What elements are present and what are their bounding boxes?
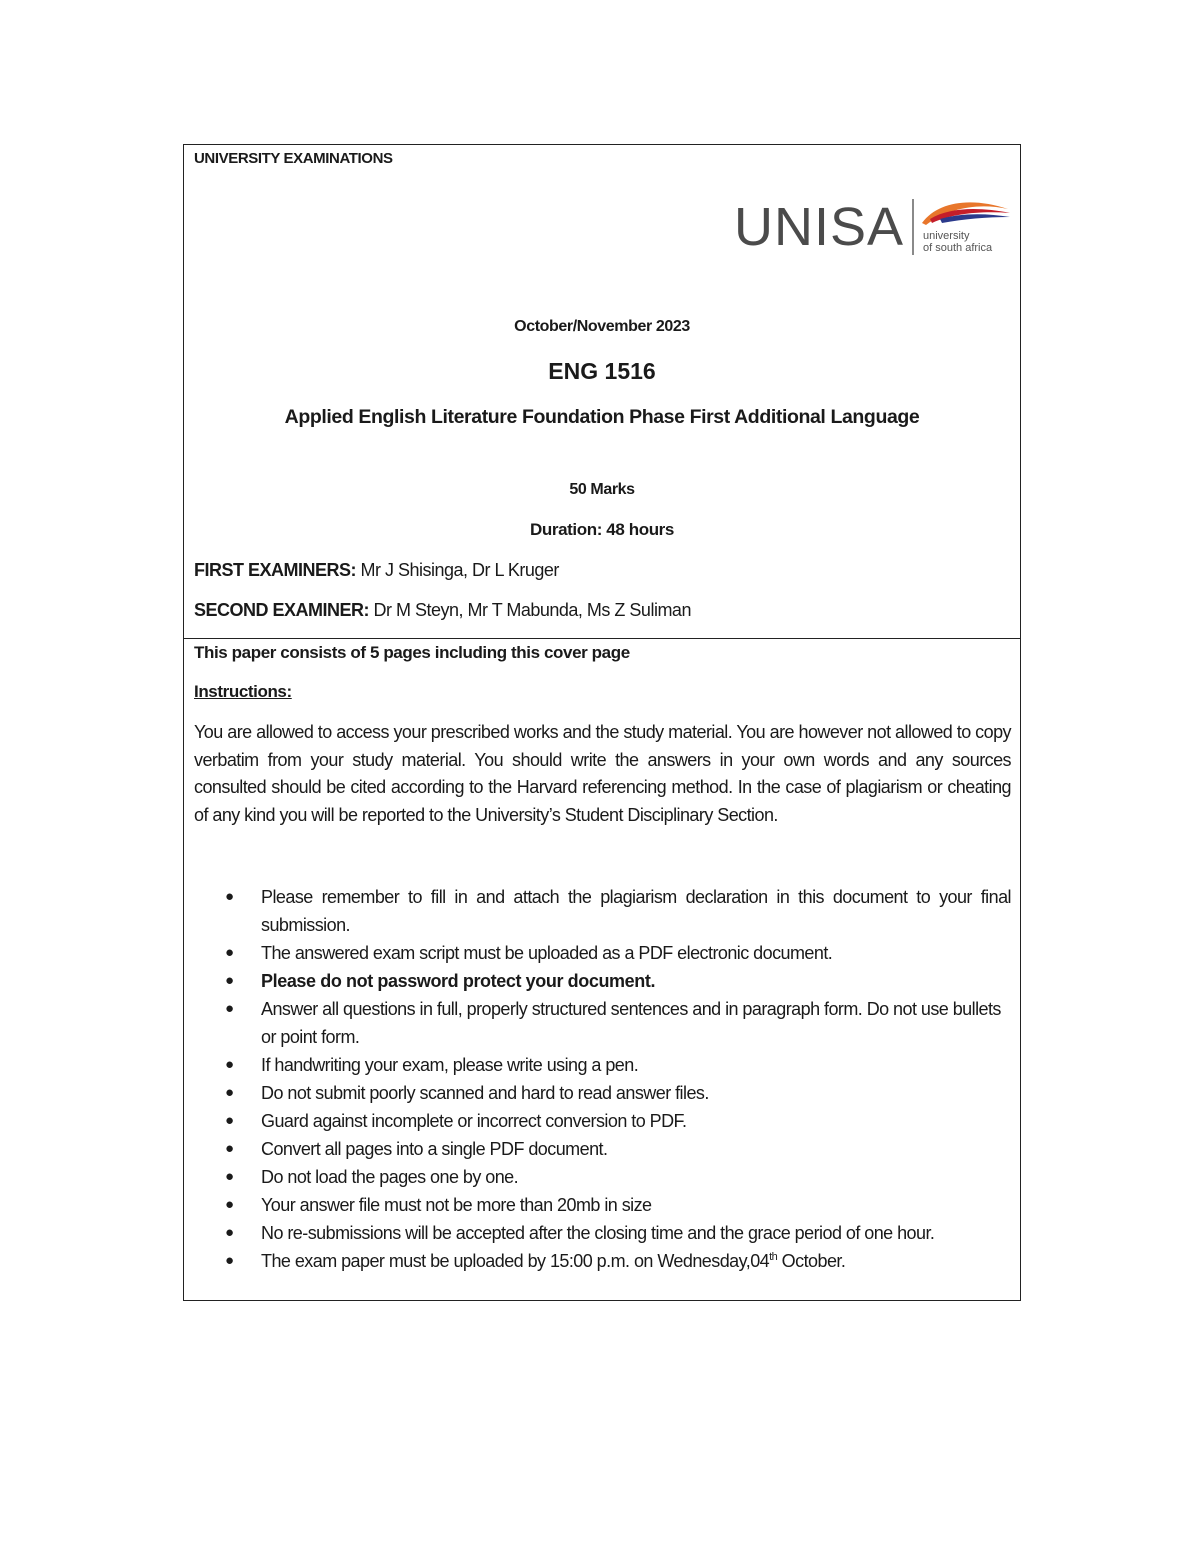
instructions-section — [184, 639, 1020, 1300]
list-item — [194, 1051, 1011, 1079]
list-item-text: If handwriting your exam, please write using a pen. — [261, 1055, 639, 1075]
list-item-text-end: October. — [777, 1251, 846, 1271]
bullet-icon: ● — [225, 972, 234, 989]
ordinal-suffix: th — [769, 1251, 778, 1263]
exam-cover-frame — [183, 144, 1021, 1301]
second-examiner — [194, 600, 691, 621]
list-item — [194, 1107, 1011, 1135]
bullet-icon: ● — [225, 1140, 234, 1157]
bullet-icon: ● — [225, 888, 234, 905]
list-item-text: No re-submissions will be accepted after the closing time and the grace period of one hour. — [261, 1223, 935, 1243]
list-item — [194, 883, 1011, 939]
bullet-icon: ● — [225, 1252, 234, 1269]
instructions-paragraph: You are allowed to access your prescribed works and the study material. You are however not allowed to copy verbatim from your study material. You should write the answers in your own words and any sources consulted should be cited according to the Harvard referencing method. In the case of plagiarism or cheating of any kind you will be reported to the University’s Student Disciplinary Section. — [194, 722, 1011, 825]
exam-duration: Duration: 48 hours — [530, 520, 674, 539]
list-item-text: Convert all pages into a single PDF document. — [261, 1139, 608, 1159]
logo-subtitle-line1: university — [923, 230, 970, 242]
cover-header-section — [184, 145, 1020, 639]
list-item-text-start: The exam paper must be uploaded by 15:00 p.m. on Wednesday,04 — [261, 1251, 770, 1271]
module-title: Applied English Literature Foundation Phase First Additional Language — [284, 406, 920, 428]
first-examiners — [194, 560, 559, 581]
instructions-heading: Instructions: — [194, 682, 292, 701]
list-item-text: Please do not password protect your document. — [261, 971, 656, 991]
list-item — [194, 995, 1011, 1051]
list-item-text: Do not submit poorly scanned and hard to read answer files. — [261, 1083, 709, 1103]
bullet-icon: ● — [225, 944, 234, 961]
logo-wordmark: UNISA — [734, 197, 905, 257]
page-count-note: This paper consists of 5 pages including this cover page — [194, 643, 630, 662]
bullet-icon: ● — [225, 1224, 234, 1241]
bullet-icon: ● — [225, 1084, 234, 1101]
second-examiner-label: SECOND EXAMINER: — [194, 600, 370, 620]
first-examiners-names: Mr J Shisinga, Dr L Kruger — [356, 560, 559, 580]
bullet-icon: ● — [225, 1056, 234, 1073]
list-item — [194, 1191, 1011, 1219]
list-item — [194, 1135, 1011, 1163]
list-item — [194, 1163, 1011, 1191]
logo-swoosh-icon — [920, 197, 1012, 229]
bullet-icon: ● — [225, 1196, 234, 1213]
bullet-icon: ● — [225, 1112, 234, 1129]
list-item — [194, 939, 1011, 967]
list-item-text: Please remember to fill in and attach the plagiarism declaration in this document to your final submission. — [261, 887, 1011, 935]
first-examiners-label: FIRST EXAMINERS: — [194, 560, 357, 580]
list-item-text: Do not load the pages one by one. — [261, 1167, 519, 1187]
bullet-icon: ● — [225, 1168, 234, 1185]
second-examiner-names: Dr M Steyn, Mr T Mabunda, Ms Z Suliman — [369, 600, 691, 620]
list-item — [194, 1219, 1011, 1247]
logo-divider — [912, 199, 914, 255]
exam-session: October/November 2023 — [514, 318, 690, 335]
list-item-text: The answered exam script must be uploaded as a PDF electronic document. — [261, 943, 833, 963]
list-item — [194, 1079, 1011, 1107]
logo-subtitle-line2: of south africa — [923, 242, 993, 254]
unisa-logo — [734, 195, 1014, 259]
list-item-text: Your answer file must not be more than 20mb in size — [261, 1195, 652, 1215]
module-code: ENG 1516 — [548, 358, 656, 384]
list-item-text: Answer all questions in full, properly structured sentences and in paragraph form. Do not use bullets or point form. — [261, 999, 1001, 1047]
list-item — [194, 1247, 1011, 1275]
list-item-text: Guard against incomplete or incorrect conversion to PDF. — [261, 1111, 687, 1131]
total-marks: 50 Marks — [569, 481, 635, 498]
logo-subtitle — [923, 230, 992, 254]
instructions-list — [194, 883, 1011, 1275]
bullet-icon: ● — [225, 1000, 234, 1017]
document-label: UNIVERSITY EXAMINATIONS — [194, 150, 393, 167]
list-item — [194, 967, 1011, 995]
